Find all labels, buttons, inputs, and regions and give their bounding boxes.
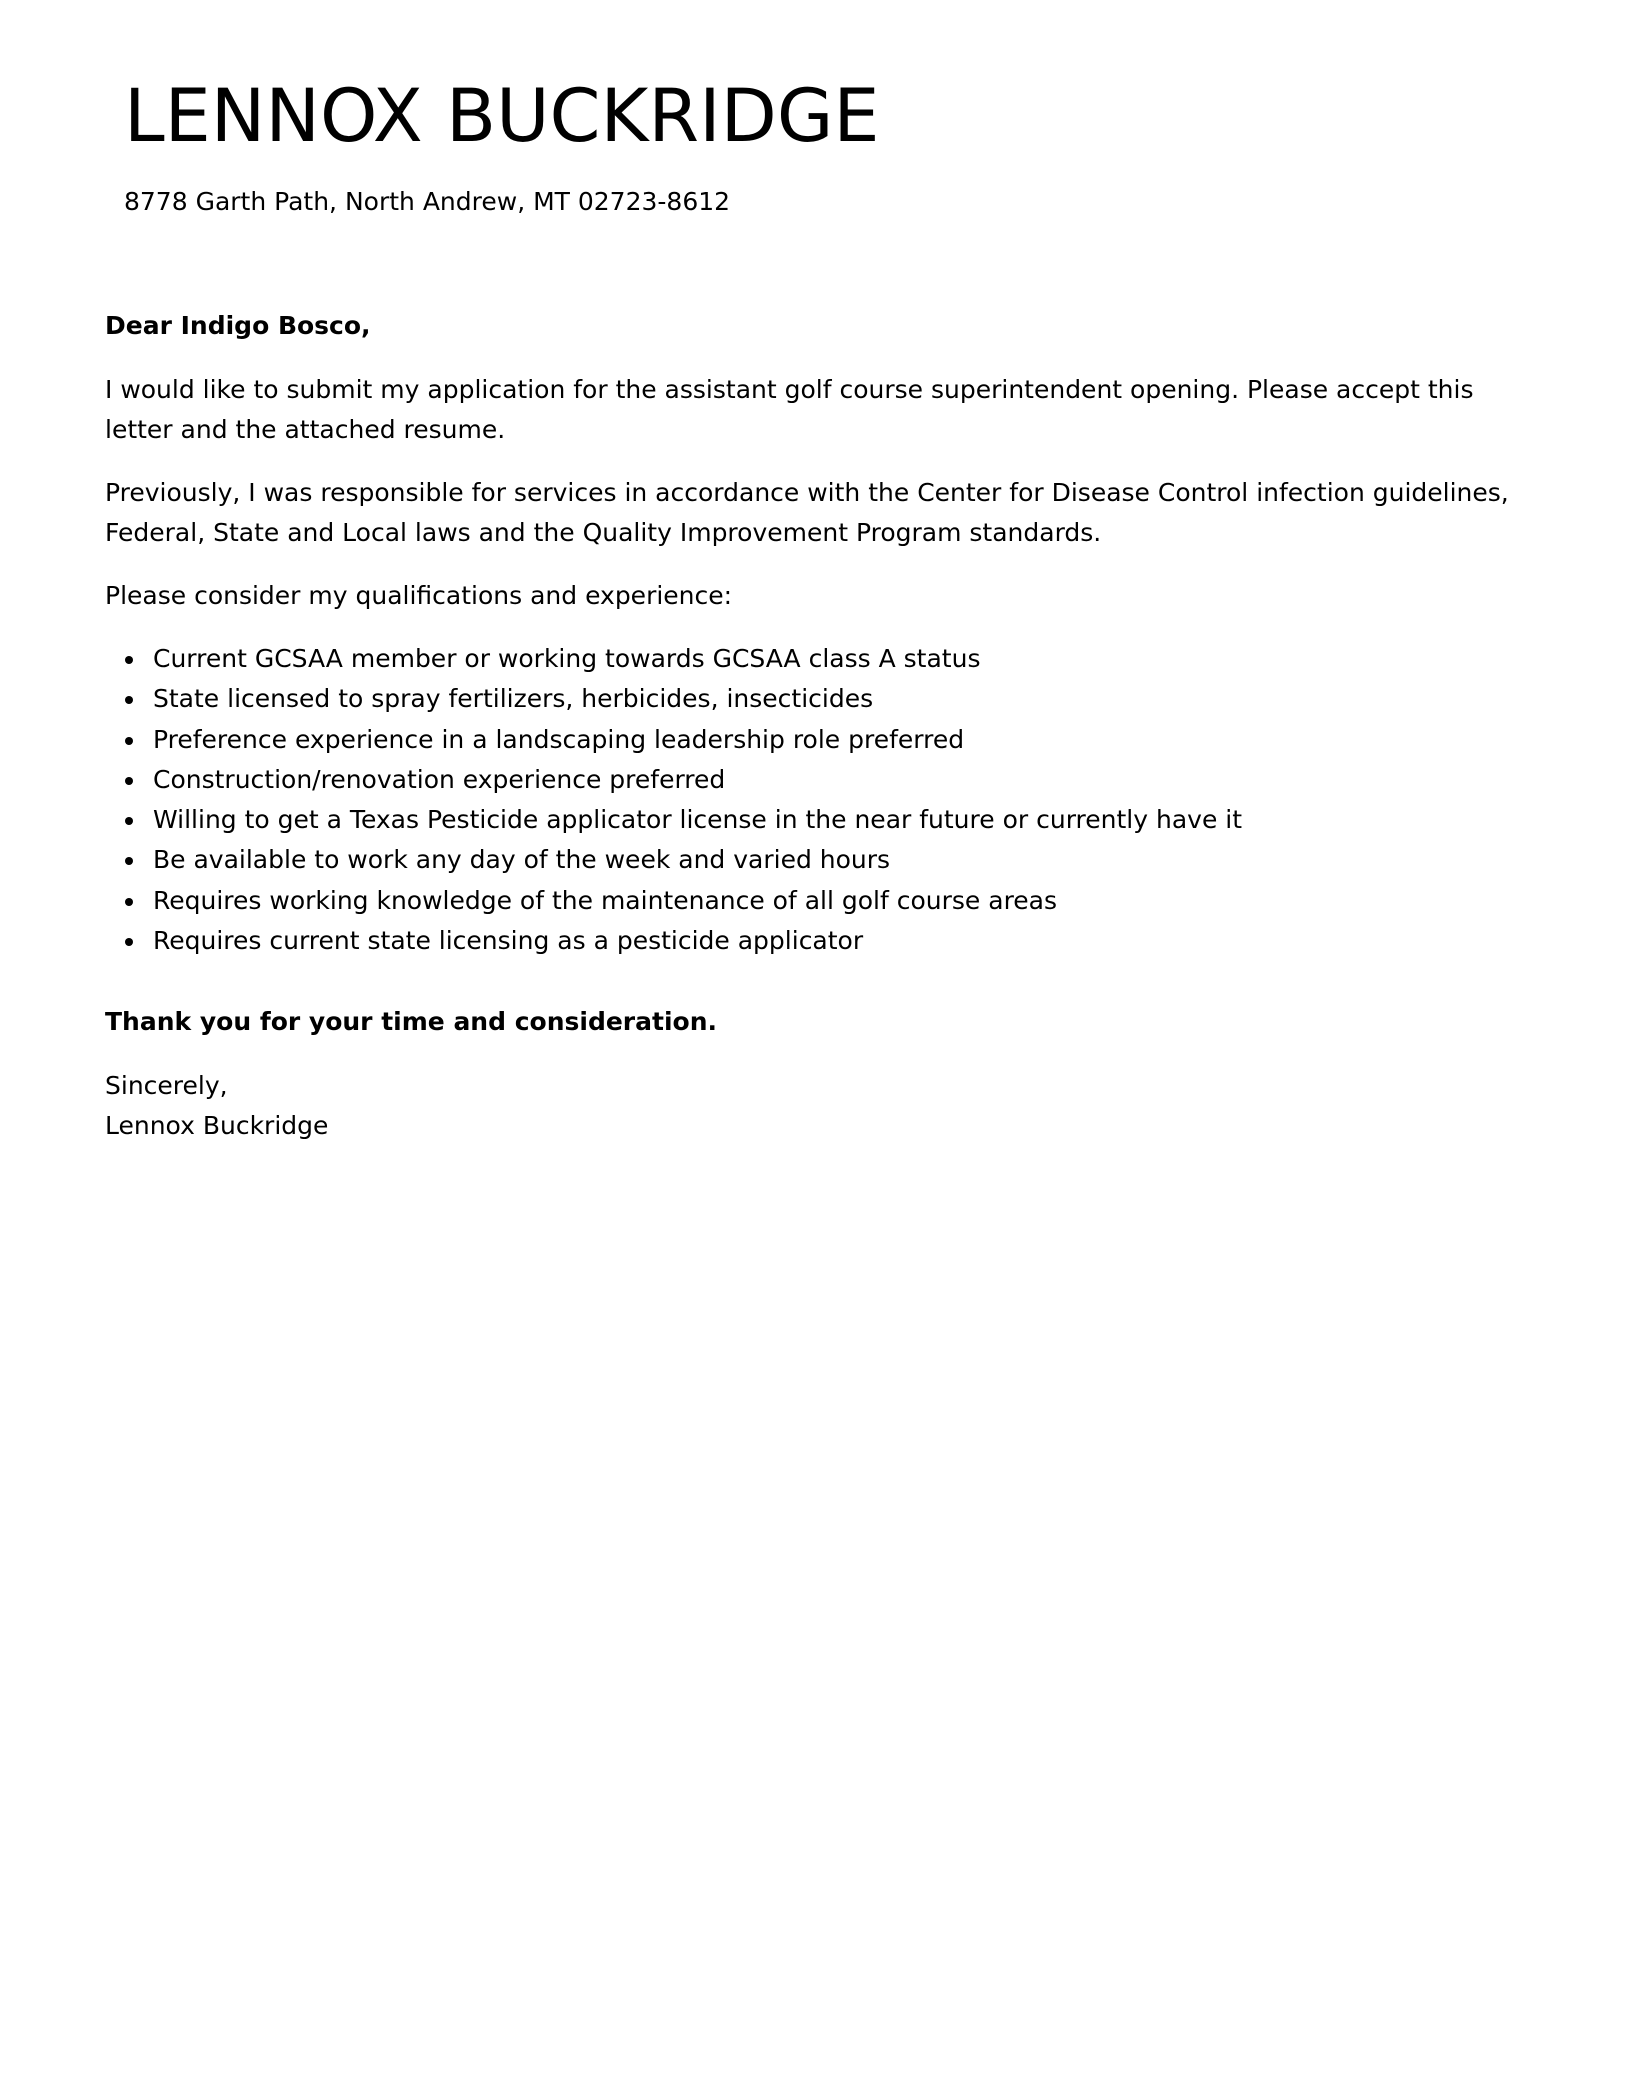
list-item: Preference experience in a landscaping leadership role preferred xyxy=(153,720,1525,760)
list-item: Willing to get a Texas Pesticide applicator license in the near future or currently have it xyxy=(153,800,1525,840)
sign-off xyxy=(105,1066,1525,1146)
list-item: Current GCSAA member or working towards GCSAA class A status xyxy=(153,639,1525,679)
thanks-line: Thank you for your time and consideration. xyxy=(105,1007,717,1037)
letter-body xyxy=(105,306,1525,1146)
experience-paragraph: Previously, I was responsible for services in accordance with the Center for Disease Control infection guidelines, Federal, State and Local laws and the Quality Improvement Program standards. xyxy=(105,478,1509,547)
qualifications-list xyxy=(105,639,1525,961)
qualifications-intro: Please consider my qualifications and experience: xyxy=(105,581,733,610)
list-item: Requires current state licensing as a pesticide applicator xyxy=(153,921,1525,961)
list-item: State licensed to spray fertilizers, herbicides, insecticides xyxy=(153,679,1525,719)
list-item: Construction/renovation experience preferred xyxy=(153,760,1525,800)
list-item: Be available to work any day of the week and varied hours xyxy=(153,840,1525,880)
closing: Sincerely, xyxy=(105,1071,228,1101)
list-item: Requires working knowledge of the maintenance of all golf course areas xyxy=(153,881,1525,921)
applicant-address: 8778 Garth Path, North Andrew, MT 02723-8612 xyxy=(124,187,731,216)
applicant-name: LENNOX BUCKRIDGE xyxy=(124,74,880,159)
salutation: Dear Indigo Bosco, xyxy=(105,311,371,340)
intro-paragraph: I would like to submit my application for the assistant golf course superintendent opening. Please accept this letter and the attached resume. xyxy=(105,375,1474,444)
signature: Lennox Buckridge xyxy=(105,1111,329,1141)
